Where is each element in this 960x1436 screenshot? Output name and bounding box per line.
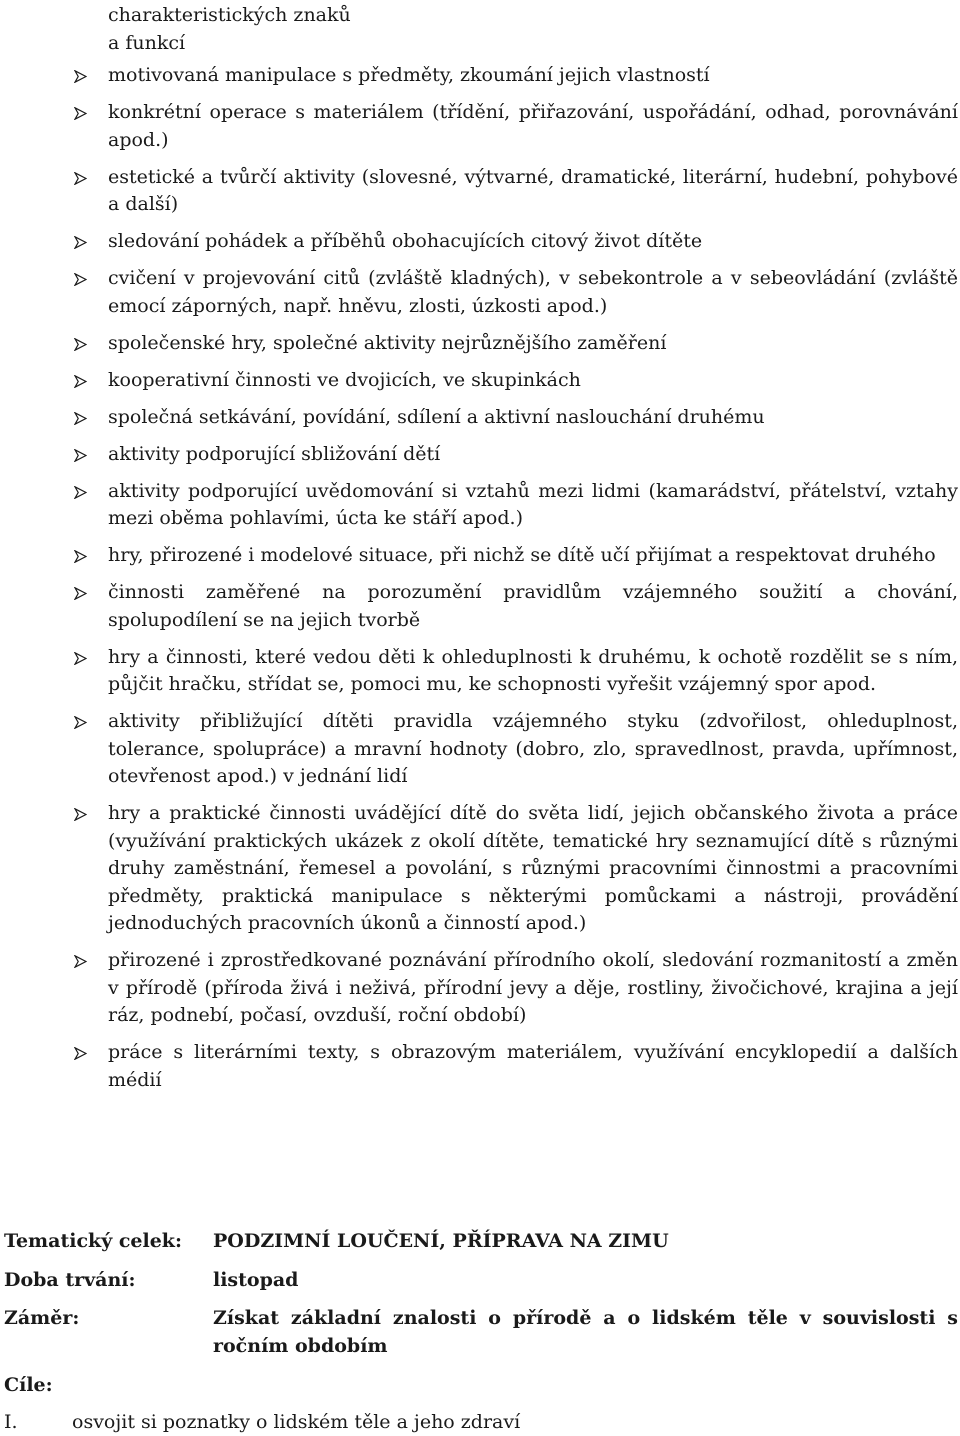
bullet-text: cvičení v projevování citů (zvláště kladných), v sebekontrole a v sebeovládání (zvláště emocí záporných, např. hněvu, zlosti, úzkosti apod.) (108, 267, 958, 317)
arrow-bullet-icon (74, 808, 87, 821)
bullet-item (0, 644, 958, 699)
goals-label: Cíle: (4, 1374, 53, 1396)
bullet-text: estetické a tvůrčí aktivity (slovesné, výtvarné, dramatické, literární, hudební, pohybové a další) (108, 165, 958, 215)
arrow-bullet-icon (74, 338, 87, 351)
intro-line: a funkcí (108, 31, 186, 54)
duration-label: Doba trvání: (4, 1268, 136, 1291)
bullet-text: motivovaná manipulace s předměty, zkoumání jejich vlastností (108, 64, 710, 86)
theme-row (4, 1228, 960, 1256)
arrow-bullet-icon (74, 955, 87, 968)
arrow-bullet-icon (74, 1047, 87, 1060)
goals-row (4, 1372, 960, 1400)
bullet-text: společná setkávání, povídání, sdílení a aktivní naslouchání druhému (108, 405, 765, 428)
bullet-text: aktivity podporující sbližování dětí (108, 442, 441, 465)
arrow-bullet-icon (74, 107, 87, 120)
goal-item (4, 1409, 960, 1436)
bullet-item (0, 947, 958, 1030)
activity-bullet-list (0, 62, 960, 1104)
arrow-bullet-icon (74, 172, 87, 185)
bullet-item (0, 708, 958, 791)
bullet-item (0, 265, 958, 320)
bullet-item (0, 62, 958, 90)
arrow-bullet-icon (74, 449, 87, 462)
theme-info-block (4, 1228, 960, 1436)
goal-number: I. (4, 1410, 18, 1433)
arrow-bullet-icon (74, 375, 87, 388)
bullet-item (0, 542, 958, 570)
bullet-text: hry, přirozené i modelové situace, při nichž se dítě učí přijímat a respektovat druhého (108, 544, 936, 566)
bullet-item (0, 404, 958, 432)
bullet-item (0, 800, 958, 938)
bullet-item (0, 330, 958, 358)
intro-line: charakteristických znaků (108, 4, 351, 26)
bullet-item (0, 99, 958, 154)
bullet-text: konkrétní operace s materiálem (třídění, přiřazování, uspořádání, odhad, porovnávání apod.) (108, 101, 958, 151)
bullet-text: hry a činnosti, které vedou děti k ohleduplnosti k druhému, k ochotě rozdělit se s ním, půjčit hračku, střídat se, pomoci mu, ke schopnosti vyřešit vzájemný spor apod. (108, 645, 958, 695)
theme-label: Tematický celek: (4, 1230, 182, 1252)
bullet-text: sledování pohádek a příběhů obohacujících citový život dítěte (108, 230, 703, 252)
duration-value: listopad (213, 1268, 299, 1291)
bullet-item (0, 1039, 958, 1094)
arrow-bullet-icon (74, 652, 87, 665)
arrow-bullet-icon (74, 236, 87, 249)
bullet-text: práce s literárními texty, s obrazovým materiálem, využívání encyklopedií a dalších médií (108, 1041, 958, 1091)
bullet-item (0, 441, 958, 469)
arrow-bullet-icon (74, 70, 87, 83)
intent-label: Záměr: (4, 1307, 80, 1329)
goal-text: osvojit si poznatky o lidském těle a jeho zdraví (72, 1410, 521, 1433)
bullet-item (0, 579, 958, 634)
arrow-bullet-icon (74, 412, 87, 425)
intent-row (4, 1305, 960, 1360)
bullet-text: hry a praktické činnosti uvádějící dítě do světa lidí, jejich občanského života a práce (využívání praktických ukázek z okolí dítěte, tematické hry seznamující dítě s různými druhy zaměstnání, řemesel a povolání, s různými pracovními činnostmi a pracovními předměty, praktická manipulace s některými pomůckami a nástroji, provádění jednoduchých pracovních úkonů a činností apod.) (108, 802, 958, 934)
bullet-item (0, 228, 958, 256)
duration-row (4, 1267, 960, 1295)
arrow-bullet-icon (74, 716, 87, 729)
bullet-text: přirozené i zprostředkované poznávání přírodního okolí, sledování rozmanitostí a změn v přírodě (příroda živá i neživá, přírodní jevy a děje, rostliny, živočichové, krajina a její ráz, podnebí, počasí, ovzduší, roční období) (108, 949, 958, 1026)
bullet-item (0, 367, 958, 395)
intent-value: Získat základní znalosti o přírodě a o lidském těle v souvislosti s ročním obdobím (213, 1307, 958, 1357)
arrow-bullet-icon (74, 587, 87, 600)
bullet-text: aktivity přibližující dítěti pravidla vzájemného styku (zdvořilost, ohleduplnost, tolerance, spolupráce) a mravní hodnoty (dobro, zlo, spravedlnost, pravda, upřímnost, otevřenost apod.) v jednání lidí (108, 710, 958, 787)
arrow-bullet-icon (74, 273, 87, 286)
bullet-text: aktivity podporující uvědomování si vztahů mezi lidmi (kamarádství, přátelství, vztahy mezi oběma pohlavími, úcta ke stáří apod.) (108, 479, 958, 529)
intro-continuation (108, 2, 958, 57)
bullet-text: kooperativní činnosti ve dvojicích, ve skupinkách (108, 368, 581, 391)
theme-value: PODZIMNÍ LOUČENÍ, PŘÍPRAVA NA ZIMU (213, 1230, 669, 1252)
bullet-text: společenské hry, společné aktivity nejrůznějšího zaměření (108, 331, 667, 354)
arrow-bullet-icon (74, 486, 87, 499)
bullet-text: činnosti zaměřené na porozumění pravidlům vzájemného soužití a chování, spolupodílení se na jejich tvorbě (108, 581, 958, 631)
bullet-item (0, 164, 958, 219)
bullet-item (0, 478, 958, 533)
arrow-bullet-icon (74, 550, 87, 563)
